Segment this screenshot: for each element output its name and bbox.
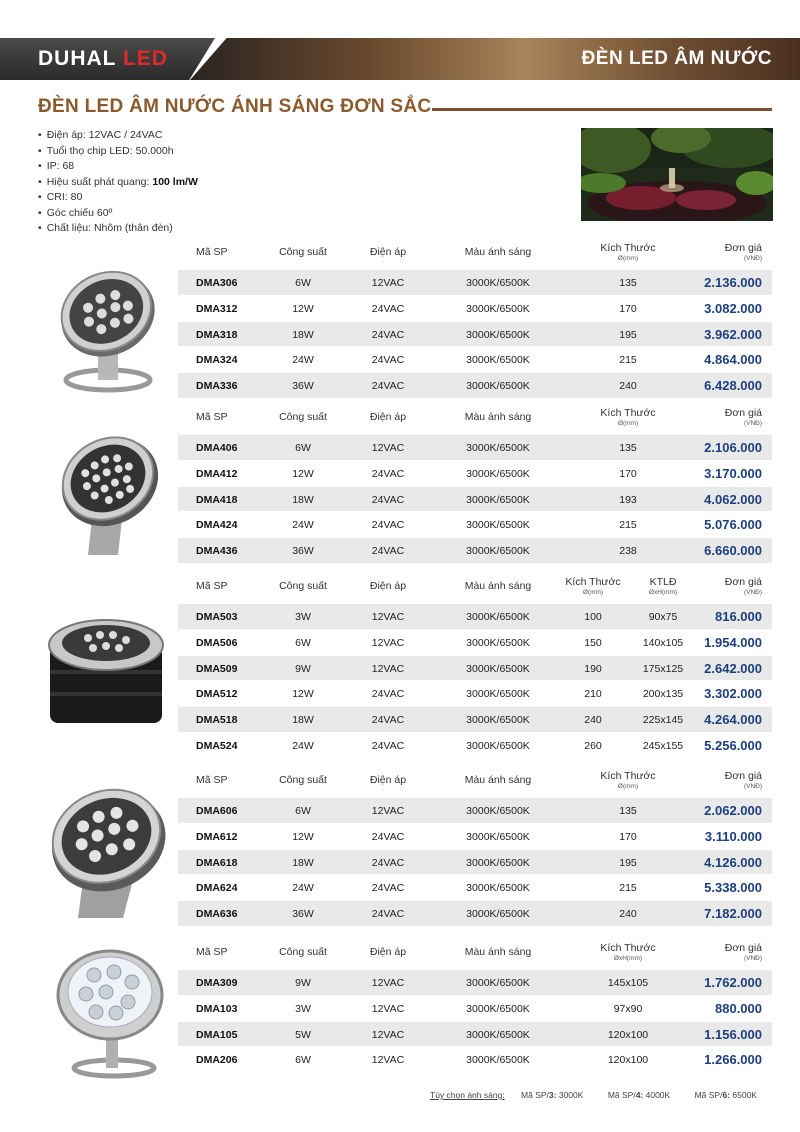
spec-item: • Chất liệu: Nhôm (thân đèn) — [38, 221, 198, 237]
table-row: DMA424 24W 24VAC 3000K/6500K 215 5.076.000 — [178, 512, 772, 538]
table-row: DMA524 24W 24VAC 3000K/6500K 260 245x155 5.256.000 — [178, 733, 772, 759]
col-voltage: Điện áp — [369, 946, 407, 958]
table-row: DMA606 6W 12VAC 3000K/6500K 135 2.062.000 — [178, 798, 772, 824]
table-row: DMA309 9W 12VAC 3000K/6500K 145x105 1.762.000 — [178, 970, 772, 996]
table-row: DMA306 6W 12VAC 3000K/6500K 135 2.136.000 — [178, 270, 772, 296]
col-price: Đơn giá — [724, 942, 762, 954]
header-banner — [0, 38, 800, 80]
spec-item: • Hiệu suất phát quang: 100 lm/W — [38, 175, 198, 191]
table-row: DMA436 36W 24VAC 3000K/6500K 238 6.660.000 — [178, 538, 772, 564]
table-row: DMA336 36W 24VAC 3000K/6500K 240 6.428.000 — [178, 373, 772, 399]
table-row: DMA503 3W 12VAC 3000K/6500K 100 90x75 816.000 — [178, 604, 772, 630]
table-row: DMA618 18W 24VAC 3000K/6500K 195 4.126.000 — [178, 850, 772, 876]
option-6500k: Mã SP/6: 6500K — [694, 1090, 757, 1100]
col-code: Mã SP — [196, 411, 228, 423]
product-image-dma4 — [38, 420, 178, 560]
col-price: Đơn giá — [724, 407, 762, 419]
table-rows — [178, 798, 772, 927]
table-rows — [178, 270, 772, 399]
table-header — [178, 405, 772, 435]
col-color: Màu ánh sáng — [464, 774, 532, 786]
col-price-unit: (VNĐ) — [743, 420, 762, 427]
page-title: ĐÈN LED ÂM NƯỚC ÁNH SÁNG ĐƠN SẮC — [38, 96, 432, 117]
col-size-unit: Ø(mm) — [617, 420, 639, 427]
col-code: Mã SP — [196, 580, 228, 592]
table-header — [178, 940, 772, 970]
col-color: Màu ánh sáng — [464, 246, 532, 258]
col-price: Đơn giá — [724, 770, 762, 782]
spec-item: • Góc chiếu 60º — [38, 206, 198, 222]
col-size: Kích Thước — [600, 407, 656, 419]
col-price-unit: (VNĐ) — [743, 955, 762, 962]
col-size: Kích Thước — [600, 942, 656, 954]
light-options-footer — [430, 1090, 757, 1100]
table-row: DMA512 12W 24VAC 3000K/6500K 210 200x135 3.302.000 — [178, 681, 772, 707]
col-power: Công suất — [279, 580, 327, 592]
col-size: Kích Thước — [600, 770, 656, 782]
col-size-unit: ØxH(mm) — [613, 955, 643, 962]
table-row: DMA318 18W 24VAC 3000K/6500K 195 3.962.000 — [178, 322, 772, 348]
product-image-dma3 — [38, 255, 178, 395]
table-row: DMA518 18W 24VAC 3000K/6500K 240 225x145 4.264.000 — [178, 707, 772, 733]
col-ktld: KTLĐ — [649, 576, 677, 588]
spec-list — [38, 128, 198, 237]
product-image-dma6 — [38, 780, 178, 920]
col-voltage: Điện áp — [369, 411, 407, 423]
table-row: DMA612 12W 24VAC 3000K/6500K 170 3.110.000 — [178, 824, 772, 850]
brand-logo: DUHAL LED — [38, 47, 168, 70]
col-code: Mã SP — [196, 946, 228, 958]
table-rows — [178, 604, 772, 759]
table-row: DMA412 12W 24VAC 3000K/6500K 170 3.170.000 — [178, 461, 772, 487]
table-row: DMA324 24W 24VAC 3000K/6500K 215 4.864.000 — [178, 347, 772, 373]
col-power: Công suất — [279, 946, 327, 958]
col-color: Màu ánh sáng — [464, 946, 532, 958]
col-code: Mã SP — [196, 246, 228, 258]
col-size: Kích Thước — [565, 576, 621, 588]
col-size-unit: Ø(mm) — [617, 783, 639, 790]
option-4000k: Mã SP/4: 4000K — [607, 1090, 671, 1100]
table-dma4 — [178, 405, 772, 564]
table-dma3 — [178, 240, 772, 399]
table-row: DMA624 24W 24VAC 3000K/6500K 215 5.338.000 — [178, 875, 772, 901]
title-divider — [432, 108, 772, 111]
table-row: DMA312 12W 24VAC 3000K/6500K 170 3.082.000 — [178, 296, 772, 322]
col-code: Mã SP — [196, 774, 228, 786]
product-image-dma5 — [38, 600, 178, 740]
table-rows — [178, 435, 772, 564]
col-color: Màu ánh sáng — [464, 580, 532, 592]
spec-item: • CRI: 80 — [38, 190, 198, 206]
col-size-unit: Ø(mm) — [617, 255, 639, 262]
col-voltage: Điện áp — [369, 774, 407, 786]
col-price-unit: (VNĐ) — [743, 255, 762, 262]
footer-label: Tùy chọn ánh sáng: — [430, 1090, 505, 1100]
col-voltage: Điện áp — [369, 580, 407, 592]
col-color: Màu ánh sáng — [464, 411, 532, 423]
table-dma6 — [178, 768, 772, 927]
col-power: Công suất — [279, 411, 327, 423]
product-image-dma1 — [42, 940, 182, 1080]
table-header — [178, 768, 772, 798]
col-size: Kích Thước — [600, 242, 656, 254]
col-power: Công suất — [279, 774, 327, 786]
table-row: DMA206 6W 12VAC 3000K/6500K 120x100 1.266.000 — [178, 1047, 772, 1073]
col-voltage: Điện áp — [369, 246, 407, 258]
option-3000k: Mã SP/3: 3000K — [521, 1090, 584, 1100]
col-ktld-unit: ØxH(mm) — [648, 589, 678, 596]
col-price: Đơn giá — [724, 576, 762, 588]
table-spot — [178, 940, 772, 1073]
spec-item: • IP: 68 — [38, 159, 198, 175]
table-rows — [178, 970, 772, 1073]
garden-pond-photo — [581, 128, 773, 221]
spec-item: • Tuổi thọ chip LED: 50.000h — [38, 144, 198, 160]
table-row: DMA636 36W 24VAC 3000K/6500K 240 7.182.000 — [178, 901, 772, 927]
col-price: Đơn giá — [724, 242, 762, 254]
table-row: DMA509 9W 12VAC 3000K/6500K 190 175x125 2.642.000 — [178, 656, 772, 682]
col-power: Công suất — [279, 246, 327, 258]
table-row: DMA103 3W 12VAC 3000K/6500K 97x90 880.000 — [178, 996, 772, 1022]
table-dma5 — [178, 574, 772, 759]
table-row: DMA105 5W 12VAC 3000K/6500K 120x100 1.156.000 — [178, 1022, 772, 1048]
col-price-unit: (VNĐ) — [743, 589, 762, 596]
category-title: ĐÈN LED ÂM NƯỚC — [581, 48, 772, 69]
col-price-unit: (VNĐ) — [743, 783, 762, 790]
table-row: DMA418 18W 24VAC 3000K/6500K 193 4.062.000 — [178, 487, 772, 513]
col-size-unit: Ø(mm) — [582, 589, 604, 596]
table-header — [178, 574, 772, 604]
table-row: DMA406 6W 12VAC 3000K/6500K 135 2.106.000 — [178, 435, 772, 461]
table-row: DMA506 6W 12VAC 3000K/6500K 150 140x105 1.954.000 — [178, 630, 772, 656]
table-header — [178, 240, 772, 270]
spec-item: • Điện áp: 12VAC / 24VAC — [38, 128, 198, 144]
